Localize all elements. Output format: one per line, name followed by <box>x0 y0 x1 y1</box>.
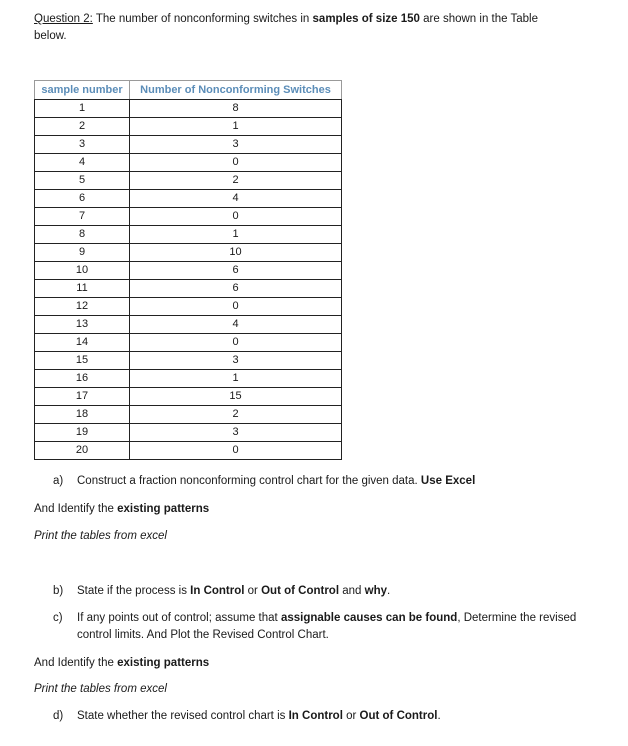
print-tables-2 <box>34 681 167 698</box>
data-table <box>34 80 342 460</box>
table-header-row <box>35 81 342 100</box>
table-row <box>35 262 342 280</box>
cell-sample-number: 3 <box>35 136 130 154</box>
cell-sample-number: 16 <box>35 370 130 388</box>
table-row <box>35 352 342 370</box>
cell-sample-number: 10 <box>35 262 130 280</box>
item-b-text <box>77 583 598 600</box>
cell-sample-number: 8 <box>35 226 130 244</box>
cell-sample-number: 18 <box>35 406 130 424</box>
cell-nonconforming-count: 1 <box>130 118 342 136</box>
table-row <box>35 370 342 388</box>
item-d-b1: In Control <box>288 710 343 722</box>
cell-sample-number: 2 <box>35 118 130 136</box>
intro-bold: samples of size 150 <box>312 13 420 25</box>
question-intro <box>34 11 604 45</box>
cell-nonconforming-count: 4 <box>130 316 342 334</box>
cell-sample-number: 6 <box>35 190 130 208</box>
identify-patterns-1 <box>34 501 209 518</box>
print2-text: Print the tables from excel <box>34 683 167 695</box>
table-row <box>35 442 342 460</box>
cell-nonconforming-count: 0 <box>130 334 342 352</box>
item-b-t1: State if the process is <box>77 585 187 597</box>
item-b-marker: b) <box>53 585 64 597</box>
table-row <box>35 100 342 118</box>
cell-nonconforming-count: 4 <box>130 190 342 208</box>
cell-nonconforming-count: 6 <box>130 262 342 280</box>
cell-sample-number: 19 <box>35 424 130 442</box>
cell-sample-number: 14 <box>35 334 130 352</box>
cell-nonconforming-count: 15 <box>130 388 342 406</box>
item-a-text <box>77 473 598 490</box>
item-d-t3: . <box>437 710 441 722</box>
print1-text: Print the tables from excel <box>34 530 167 542</box>
cell-nonconforming-count: 1 <box>130 370 342 388</box>
table-row <box>35 334 342 352</box>
item-d-b2: Out of Control <box>359 710 438 722</box>
cell-nonconforming-count: 6 <box>130 280 342 298</box>
table-row <box>35 406 342 424</box>
table-row <box>35 136 342 154</box>
table-row <box>35 316 342 334</box>
intro-line2: below. <box>34 30 67 42</box>
item-b-b3: why <box>364 585 387 597</box>
cell-sample-number: 12 <box>35 298 130 316</box>
cell-nonconforming-count: 3 <box>130 352 342 370</box>
item-c-t2: , Determine the revised <box>457 612 577 624</box>
cell-nonconforming-count: 2 <box>130 406 342 424</box>
cell-sample-number: 13 <box>35 316 130 334</box>
table-row <box>35 280 342 298</box>
identify1-text: And Identify the <box>34 503 114 515</box>
item-d-t1: State whether the revised control chart is <box>77 710 286 722</box>
item-b-b2: Out of Control <box>261 585 340 597</box>
item-c-b1: assignable causes can be found <box>280 612 458 624</box>
table-row <box>35 226 342 244</box>
identify-patterns-2 <box>34 655 209 672</box>
item-c-marker: c) <box>53 612 63 624</box>
table-row <box>35 172 342 190</box>
item-a-bold: Use Excel <box>420 475 476 487</box>
item-b-t4: . <box>387 585 391 597</box>
table-row <box>35 298 342 316</box>
cell-sample-number: 7 <box>35 208 130 226</box>
cell-sample-number: 15 <box>35 352 130 370</box>
cell-nonconforming-count: 0 <box>130 208 342 226</box>
identify1-bold: existing patterns <box>117 503 210 515</box>
identify2-bold: existing patterns <box>117 657 210 669</box>
item-c-t1: If any points out of control; assume that <box>77 612 278 624</box>
cell-sample-number: 9 <box>35 244 130 262</box>
header-sample-number: sample number <box>35 81 130 100</box>
header-nonconforming: Number of Nonconforming Switches <box>130 81 342 100</box>
cell-nonconforming-count: 0 <box>130 442 342 460</box>
item-d-marker: d) <box>53 710 64 722</box>
cell-nonconforming-count: 1 <box>130 226 342 244</box>
table-row <box>35 388 342 406</box>
cell-nonconforming-count: 2 <box>130 172 342 190</box>
cell-sample-number: 20 <box>35 442 130 460</box>
cell-nonconforming-count: 0 <box>130 298 342 316</box>
table-row <box>35 190 342 208</box>
cell-sample-number: 17 <box>35 388 130 406</box>
item-b-t3: and <box>342 585 362 597</box>
identify2-text: And Identify the <box>34 657 114 669</box>
item-b-t2: or <box>247 585 258 597</box>
question-label: Question 2: <box>34 13 93 25</box>
table-body <box>35 100 342 460</box>
cell-nonconforming-count: 10 <box>130 244 342 262</box>
table-row <box>35 208 342 226</box>
cell-sample-number: 1 <box>35 100 130 118</box>
item-b-b1: In Control <box>190 585 245 597</box>
cell-nonconforming-count: 3 <box>130 136 342 154</box>
print-tables-1 <box>34 528 167 545</box>
table-row <box>35 118 342 136</box>
table-row <box>35 244 342 262</box>
item-a-body: Construct a fraction nonconforming control chart for the given data. <box>77 475 418 487</box>
item-c-text <box>77 610 598 644</box>
intro-start: The number of nonconforming switches in <box>95 13 310 25</box>
item-a-marker: a) <box>53 475 64 487</box>
cell-sample-number: 4 <box>35 154 130 172</box>
cell-nonconforming-count: 8 <box>130 100 342 118</box>
cell-sample-number: 5 <box>35 172 130 190</box>
table-row <box>35 424 342 442</box>
cell-sample-number: 11 <box>35 280 130 298</box>
table-row <box>35 154 342 172</box>
item-d-text <box>77 708 598 725</box>
item-c-line2: control limits. And Plot the Revised Control Chart. <box>77 629 329 641</box>
cell-nonconforming-count: 3 <box>130 424 342 442</box>
item-d-t2: or <box>346 710 357 722</box>
cell-nonconforming-count: 0 <box>130 154 342 172</box>
intro-end: are shown in the Table <box>423 13 539 25</box>
